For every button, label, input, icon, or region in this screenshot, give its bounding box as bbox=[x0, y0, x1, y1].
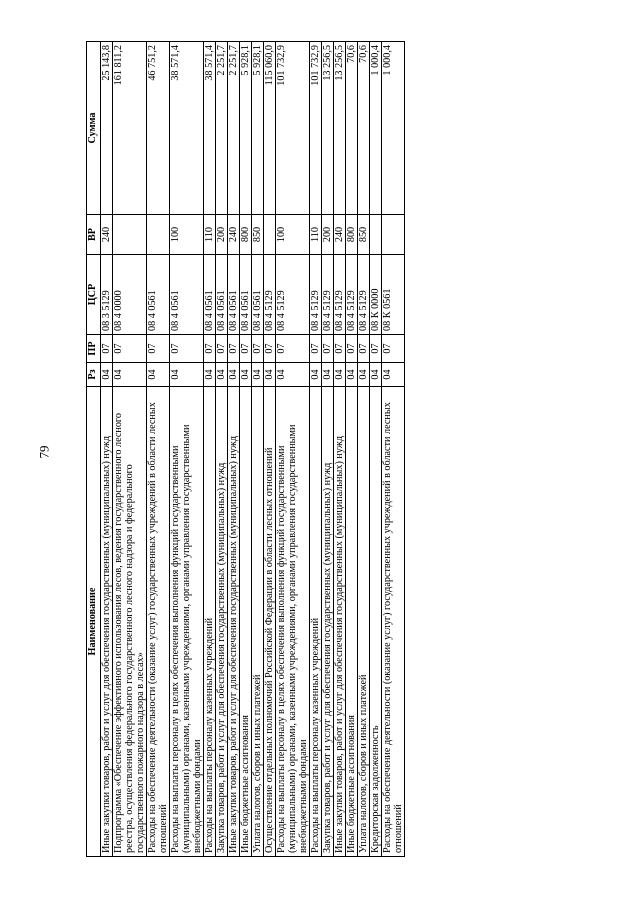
cell-pr: 07 bbox=[370, 335, 382, 363]
table-row bbox=[170, 42, 204, 857]
cell-sum: 2 251,7 bbox=[228, 42, 240, 215]
table-row bbox=[346, 42, 358, 857]
table-row bbox=[264, 42, 276, 857]
cell-name: Иные закупки товаров, работ и услуг для обеспечения государственных (муниципальных) нужд bbox=[228, 387, 240, 857]
table-row bbox=[147, 42, 170, 857]
cell-vr bbox=[264, 215, 276, 255]
cell-vr bbox=[370, 215, 382, 255]
cell-vr: 240 bbox=[101, 215, 113, 255]
cell-rz: 04 bbox=[228, 363, 240, 387]
cell-rz: 04 bbox=[113, 363, 147, 387]
cell-csr: 08 4 5129 bbox=[264, 255, 276, 335]
table-row bbox=[382, 42, 405, 857]
cell-sum: 13 256,5 bbox=[322, 42, 334, 215]
cell-name: Расходы на выплаты персоналу казенных учреждений bbox=[204, 387, 216, 857]
column-header-rz: Рз bbox=[87, 363, 101, 387]
cell-sum: 5 928,1 bbox=[252, 42, 264, 215]
table-row bbox=[310, 42, 322, 857]
cell-rz: 04 bbox=[310, 363, 322, 387]
cell-vr: 850 bbox=[358, 215, 370, 255]
cell-name: Расходы на выплаты персоналу казенных учреждений bbox=[310, 387, 322, 857]
cell-csr: 08 4 0000 bbox=[113, 255, 147, 335]
table-row bbox=[240, 42, 252, 857]
cell-pr: 07 bbox=[240, 335, 252, 363]
table-row bbox=[358, 42, 370, 857]
table-row bbox=[101, 42, 113, 857]
table-row bbox=[216, 42, 228, 857]
table-row bbox=[113, 42, 147, 857]
cell-pr: 07 bbox=[382, 335, 405, 363]
cell-pr: 07 bbox=[101, 335, 113, 363]
cell-name: Расходы на выплаты персоналу в целях обеспечения выполнения функций государственными (муниципальными) органами, казенными учреждениями, органами управления государственными внебюджетными фондами bbox=[170, 387, 204, 857]
cell-csr: 08 4 0561 bbox=[228, 255, 240, 335]
column-header-name: Наименование bbox=[87, 387, 101, 857]
cell-vr bbox=[113, 215, 147, 255]
cell-rz: 04 bbox=[334, 363, 346, 387]
table-row bbox=[228, 42, 240, 857]
cell-sum: 25 143,8 bbox=[101, 42, 113, 215]
cell-name: Закупка товаров, работ и услуг для обеспечения государственных (муниципальных) нужд bbox=[322, 387, 334, 857]
column-header-sum: Сумма bbox=[87, 42, 101, 215]
cell-rz: 04 bbox=[358, 363, 370, 387]
cell-pr: 07 bbox=[113, 335, 147, 363]
cell-csr: 08 4 5129 bbox=[334, 255, 346, 335]
cell-vr: 110 bbox=[310, 215, 322, 255]
cell-rz: 04 bbox=[216, 363, 228, 387]
cell-pr: 07 bbox=[264, 335, 276, 363]
cell-name: Уплата налогов, сборов и иных платежей bbox=[358, 387, 370, 857]
cell-rz: 04 bbox=[170, 363, 204, 387]
cell-pr: 07 bbox=[204, 335, 216, 363]
cell-csr: 08 4 5129 bbox=[358, 255, 370, 335]
cell-sum: 38 571,4 bbox=[204, 42, 216, 215]
cell-sum: 101 732,9 bbox=[276, 42, 310, 215]
cell-rz: 04 bbox=[264, 363, 276, 387]
cell-name: Подпрограмма «Обеспечение эффективного использования лесов, ведения государственного лесного реестра, осуществления федерального государственного лесного надзора и федерального государственного пожарного надзора в лесах» bbox=[113, 387, 147, 857]
cell-pr: 07 bbox=[147, 335, 170, 363]
cell-csr: 08 4 5129 bbox=[276, 255, 310, 335]
table-row bbox=[334, 42, 346, 857]
cell-vr: 100 bbox=[170, 215, 204, 255]
cell-vr: 850 bbox=[252, 215, 264, 255]
cell-pr: 07 bbox=[252, 335, 264, 363]
cell-rz: 04 bbox=[276, 363, 310, 387]
cell-pr: 07 bbox=[346, 335, 358, 363]
cell-sum: 1 000,4 bbox=[370, 42, 382, 215]
table-row bbox=[276, 42, 310, 857]
cell-csr: 08 4 0561 bbox=[252, 255, 264, 335]
cell-sum: 70,6 bbox=[346, 42, 358, 215]
column-header-vr: ВР bbox=[87, 215, 101, 255]
cell-csr: 08 4 0561 bbox=[204, 255, 216, 335]
cell-name: Иные закупки товаров, работ и услуг для обеспечения государственных (муниципальных) нужд bbox=[334, 387, 346, 857]
cell-rz: 04 bbox=[370, 363, 382, 387]
cell-rz: 04 bbox=[204, 363, 216, 387]
cell-sum: 2 251,7 bbox=[216, 42, 228, 215]
cell-vr: 100 bbox=[276, 215, 310, 255]
cell-sum: 5 928,1 bbox=[240, 42, 252, 215]
cell-vr: 200 bbox=[216, 215, 228, 255]
cell-vr bbox=[147, 215, 170, 255]
page-number: 79 bbox=[36, 445, 52, 459]
cell-name: Уплата налогов, сборов и иных платежей bbox=[252, 387, 264, 857]
cell-vr: 110 bbox=[204, 215, 216, 255]
cell-csr: 08 4 0561 bbox=[170, 255, 204, 335]
cell-sum: 46 751,2 bbox=[147, 42, 170, 215]
cell-pr: 07 bbox=[358, 335, 370, 363]
cell-csr: 08 4 0561 bbox=[216, 255, 228, 335]
cell-name: Осуществление отдельных полномочий Российской Федерации в области лесных отношений bbox=[264, 387, 276, 857]
cell-vr bbox=[382, 215, 405, 255]
cell-sum: 13 256,5 bbox=[334, 42, 346, 215]
cell-sum: 38 571,4 bbox=[170, 42, 204, 215]
cell-sum: 161 811,2 bbox=[113, 42, 147, 215]
cell-csr: 08 3 5129 bbox=[101, 255, 113, 335]
cell-rz: 04 bbox=[101, 363, 113, 387]
cell-pr: 07 bbox=[310, 335, 322, 363]
column-header-csr: ЦСР bbox=[87, 255, 101, 335]
cell-sum: 1 000,4 bbox=[382, 42, 405, 215]
cell-csr: 08 4 0561 bbox=[240, 255, 252, 335]
cell-rz: 04 bbox=[240, 363, 252, 387]
table-row bbox=[322, 42, 334, 857]
cell-rz: 04 bbox=[382, 363, 405, 387]
cell-vr: 240 bbox=[334, 215, 346, 255]
cell-vr: 240 bbox=[228, 215, 240, 255]
cell-csr: 08 К 0561 bbox=[382, 255, 405, 335]
cell-pr: 07 bbox=[334, 335, 346, 363]
cell-rz: 04 bbox=[252, 363, 264, 387]
cell-csr: 08 4 5129 bbox=[346, 255, 358, 335]
cell-csr: 08 4 5129 bbox=[322, 255, 334, 335]
cell-csr: 08 К 0000 bbox=[370, 255, 382, 335]
cell-name: Кредиторская задолженность bbox=[370, 387, 382, 857]
cell-rz: 04 bbox=[346, 363, 358, 387]
cell-pr: 07 bbox=[170, 335, 204, 363]
cell-name: Расходы на обеспечение деятельности (оказание услуг) государственных учреждений в области лесных отношений bbox=[382, 387, 405, 857]
cell-pr: 07 bbox=[216, 335, 228, 363]
rotated-page-content bbox=[86, 42, 561, 857]
budget-table bbox=[86, 41, 405, 857]
cell-sum: 115 060,0 bbox=[264, 42, 276, 215]
cell-name: Иные бюджетные ассигнования bbox=[240, 387, 252, 857]
cell-rz: 04 bbox=[147, 363, 170, 387]
cell-vr: 200 bbox=[322, 215, 334, 255]
table-row bbox=[370, 42, 382, 857]
table-row bbox=[204, 42, 216, 857]
cell-vr: 800 bbox=[346, 215, 358, 255]
cell-sum: 101 732,9 bbox=[310, 42, 322, 215]
cell-name: Расходы на обеспечение деятельности (оказание услуг) государственных учреждений в области лесных отношений bbox=[147, 387, 170, 857]
cell-sum: 70,6 bbox=[358, 42, 370, 215]
cell-name: Расходы на выплаты персоналу в целях обеспечения выполнения функций государственными (муниципальными) органами, казенными учреждениями, органами управления государственными внебюджетными фондами bbox=[276, 387, 310, 857]
cell-csr: 08 4 5129 bbox=[310, 255, 322, 335]
column-header-pr: ПР bbox=[87, 335, 101, 363]
cell-name: Иные бюджетные ассигнования bbox=[346, 387, 358, 857]
table-row bbox=[252, 42, 264, 857]
cell-pr: 07 bbox=[228, 335, 240, 363]
cell-pr: 07 bbox=[276, 335, 310, 363]
table-header-row bbox=[87, 42, 101, 857]
cell-vr: 800 bbox=[240, 215, 252, 255]
cell-name: Иные закупки товаров, работ и услуг для обеспечения государственных (муниципальных) нужд bbox=[101, 387, 113, 857]
cell-csr: 08 4 0561 bbox=[147, 255, 170, 335]
cell-rz: 04 bbox=[322, 363, 334, 387]
cell-name: Закупка товаров, работ и услуг для обеспечения государственных (муниципальных) нужд bbox=[216, 387, 228, 857]
cell-pr: 07 bbox=[322, 335, 334, 363]
